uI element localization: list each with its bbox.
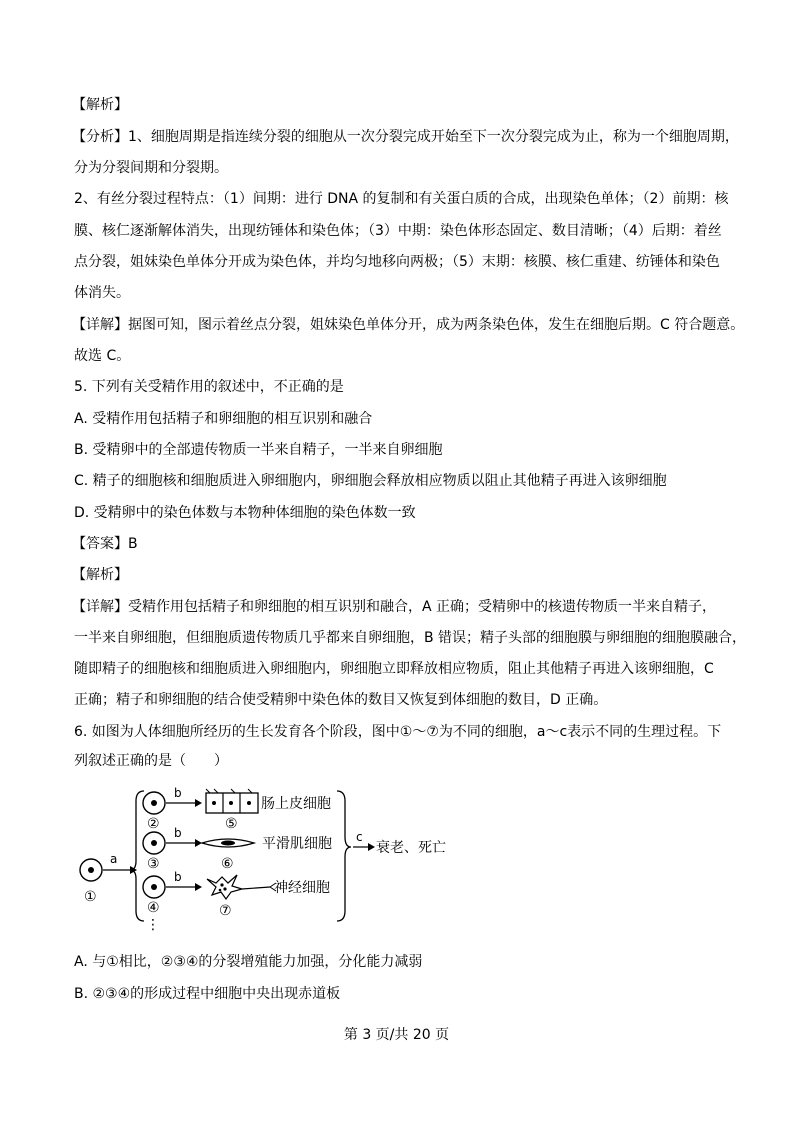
right-brace: [337, 791, 351, 921]
detail5-line-2: 一半来自卵细胞，但细胞质遗传物质几乎都来自卵细胞，B 错误；精子头部的细胞膜与卵细胞的细胞膜融合，: [74, 630, 747, 646]
left-brace: [130, 791, 144, 921]
diagram-svg: [74, 783, 454, 933]
question-6-cont: 列叙述正确的是（ ）: [74, 753, 228, 769]
heading-jiexi-2: 【解析】: [72, 567, 128, 583]
cell-3-nucleus: [151, 840, 157, 846]
analysis-line-2: 分为分裂间期和分裂期。: [74, 160, 228, 176]
cell-1-label: ①: [84, 889, 97, 905]
label-result: 衰老、死亡: [376, 840, 446, 856]
page-footer: 第 3 页/共 20 页: [343, 1027, 450, 1043]
heading-jiexi: 【解析】: [72, 97, 128, 113]
arrow-c-head: [368, 843, 375, 851]
label-c: c: [356, 830, 363, 844]
cell-differentiation-diagram: [74, 783, 454, 933]
option-5d: D. 受精卵中的染色体数与本物种体细胞的染色体数一致: [74, 505, 416, 521]
question-5: 5. 下列有关受精作用的叙述中，不正确的是: [74, 379, 344, 395]
detail-line-2: 故选 C。: [74, 348, 131, 364]
cell-3-label: ③: [147, 856, 160, 872]
label-smooth: 平滑肌细胞: [262, 836, 332, 852]
arrow-b-3-head: [195, 883, 202, 891]
detail5-line-3: 随即精子的细胞核和细胞质进入卵细胞内，卵细胞立即释放相应物质，阻止其他精子再进入该卵细胞，C: [74, 661, 714, 677]
cell-4-nucleus: [151, 884, 157, 890]
option-5a: A. 受精作用包括精子和卵细胞的相互识别和融合: [74, 411, 373, 427]
analysis-line-3: 2、有丝分裂过程特点：（1）间期：进行 DNA 的复制和有关蛋白质的合成，出现染色单体；（2）前期：核: [74, 191, 729, 207]
analysis-line-4: 膜、核仁逐渐解体消失，出现纺锤体和染色体；（3）中期：染色体形态固定、数目清晰；（4）后期：着丝: [74, 223, 722, 239]
label-a: a: [110, 852, 118, 866]
detail-line-1: 【详解】据图可知，图示着丝点分裂，姐妹染色单体分开，成为两条染色体，发生在细胞后期。C 符合题意。: [72, 317, 745, 333]
cell-4-label: ④: [147, 900, 160, 916]
neuron-cell: [207, 875, 242, 899]
cell-7-label: ⑦: [219, 903, 232, 919]
label-b-3: b: [174, 870, 182, 884]
label-neuron: 神经细胞: [274, 880, 330, 896]
label-b-2: b: [174, 826, 182, 840]
label-epithelial: 肠上皮细胞: [261, 796, 331, 812]
option-5b: B. 受精卵中的全部遗传物质一半来自精子，一半来自卵细胞: [74, 442, 443, 458]
option-6b: B. ②③④的形成过程中细胞中央出现赤道板: [74, 986, 341, 1002]
option-6a: A. 与①相比，②③④的分裂增殖能力加强，分化能力减弱: [74, 954, 423, 970]
analysis-line-1: 【分析】1、细胞周期是指连续分裂的细胞从一次分裂完成开始至下一次分裂完成为止，称为一个细胞周期，: [72, 129, 739, 145]
arrow-b-1-head: [195, 799, 202, 807]
detail5-line-4: 正确；精子和卵细胞的结合使受精卵中染色体的数目又恢复到体细胞的数目，D 正确。: [74, 692, 608, 708]
answer-5: 【答案】B: [72, 536, 138, 552]
detail5-line-1: 【详解】受精作用包括精子和卵细胞的相互识别和融合，A 正确；受精卵中的核遗传物质一半来自精子，: [72, 599, 717, 615]
analysis-line-5: 点分裂，姐妹染色单体分开成为染色体，并均匀地移向两极；（5）末期：核膜、核仁重建、纺锤体和染色: [74, 254, 720, 270]
label-b-1: b: [174, 786, 182, 800]
continuation-dots: ⋮: [146, 917, 160, 933]
cell-2-nucleus: [151, 800, 157, 806]
option-5c: C. 精子的细胞核和细胞质进入卵细胞内，卵细胞会释放相应物质以阻止其他精子再进入该卵细胞: [74, 473, 667, 489]
cell-1-nucleus: [88, 867, 94, 873]
cell-6-label: ⑥: [221, 856, 234, 872]
cell-5-label: ⑤: [225, 816, 238, 832]
question-6: 6. 如图为人体细胞所经历的生长发育各个阶段，图中①～⑦为不同的细胞，a～c表示不同的生理过程。下: [74, 724, 722, 740]
analysis-line-6: 体消失。: [74, 285, 130, 301]
cell-2-label: ②: [147, 816, 160, 832]
